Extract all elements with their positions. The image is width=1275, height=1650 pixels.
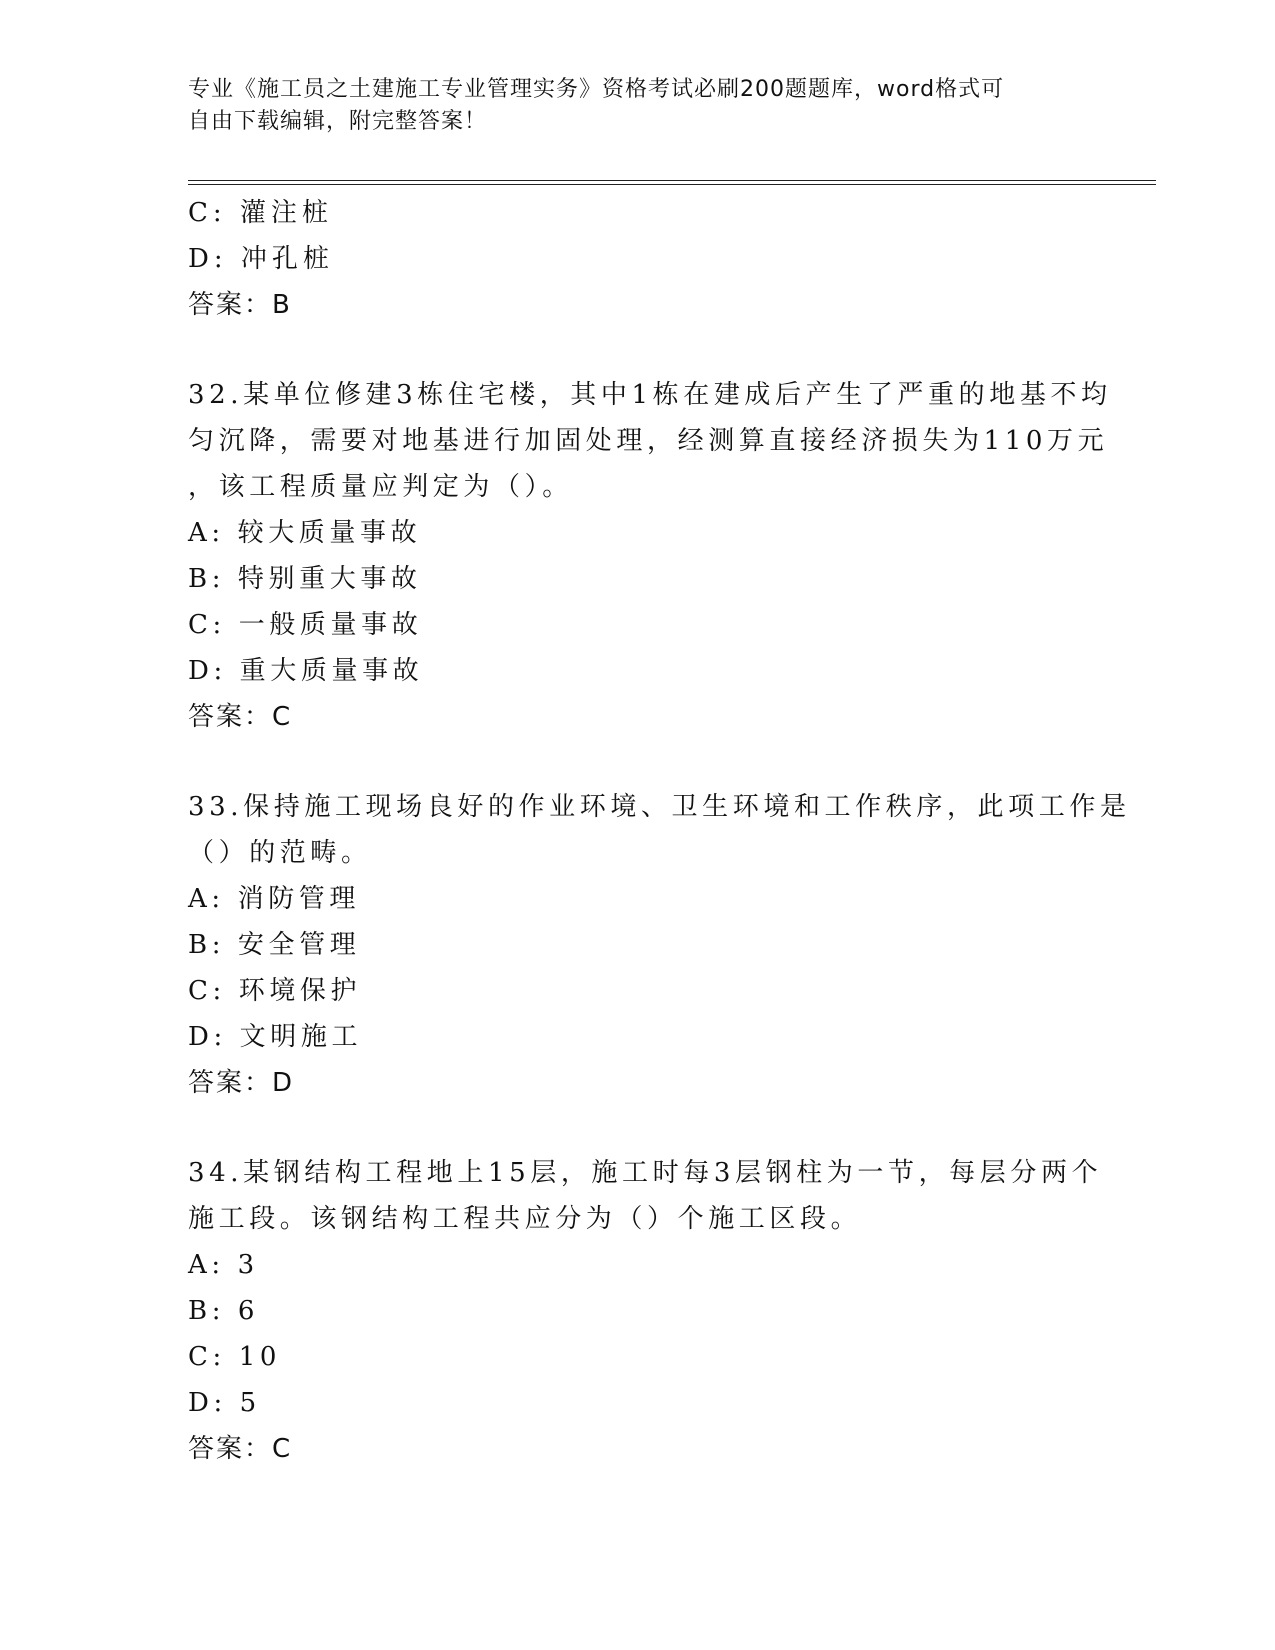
question-34 [188,1150,1103,1472]
header-line-2: 自由下载编辑，附完整答案！ [188,109,488,134]
question-text-line: 匀沉降，需要对地基进行加固处理，经测算直接经济损失为110万元 [188,426,1109,456]
option-a: A: 较大质量事故 [188,518,422,548]
option-b: B: 6 [188,1296,260,1326]
question-text-line: 34.某钢结构工程地上15层，施工时每3层钢柱为一节，每层分两个 [188,1158,1103,1188]
option-d: D: 冲孔桩 [188,244,334,274]
question-text-line: 33.保持施工现场良好的作业环境、卫生环境和工作秩序，此项工作是 [188,792,1131,822]
option-d: D: 重大质量事故 [188,656,424,686]
question-32 [188,372,1112,740]
question-text-line: ，该工程质量应判定为（）。 [188,472,573,502]
option-d: D: 文明施工 [188,1022,363,1052]
header-divider [188,180,1156,185]
option-b: B: 安全管理 [188,930,361,960]
answer-line: 答案：C [188,702,293,732]
question-33 [188,784,1131,1106]
option-c: C: 灌注桩 [188,198,333,228]
spacer [188,328,1088,372]
option-c: C: 环境保护 [188,976,362,1006]
question-text-line: 施工段。该钢结构工程共应分为（）个施工区段。 [188,1204,862,1234]
previous-question-tail [188,190,1088,328]
option-c: C: 10 [188,1342,282,1372]
option-d: D: 5 [188,1388,261,1418]
header-line-1: 专业《施工员之土建施工专业管理实务》资格考试必刷200题题库，word格式可 [188,77,1005,102]
option-a: A: 3 [188,1250,259,1280]
option-b: B: 特别重大事故 [188,564,422,594]
option-a: A: 消防管理 [188,884,361,914]
question-text-line: 32.某单位修建3栋住宅楼，其中1栋在建成后产生了严重的地基不均 [188,380,1112,410]
answer-line: 答案：D [188,1068,295,1098]
answer-line: 答案：C [188,1434,293,1464]
document-header [188,74,1068,138]
spacer [188,1106,1088,1150]
option-c: C: 一般质量事故 [188,610,423,640]
spacer [188,740,1088,784]
question-text-line: （）的范畴。 [188,838,372,868]
document-body [188,190,1131,1472]
answer-line: 答案：B [188,290,292,320]
